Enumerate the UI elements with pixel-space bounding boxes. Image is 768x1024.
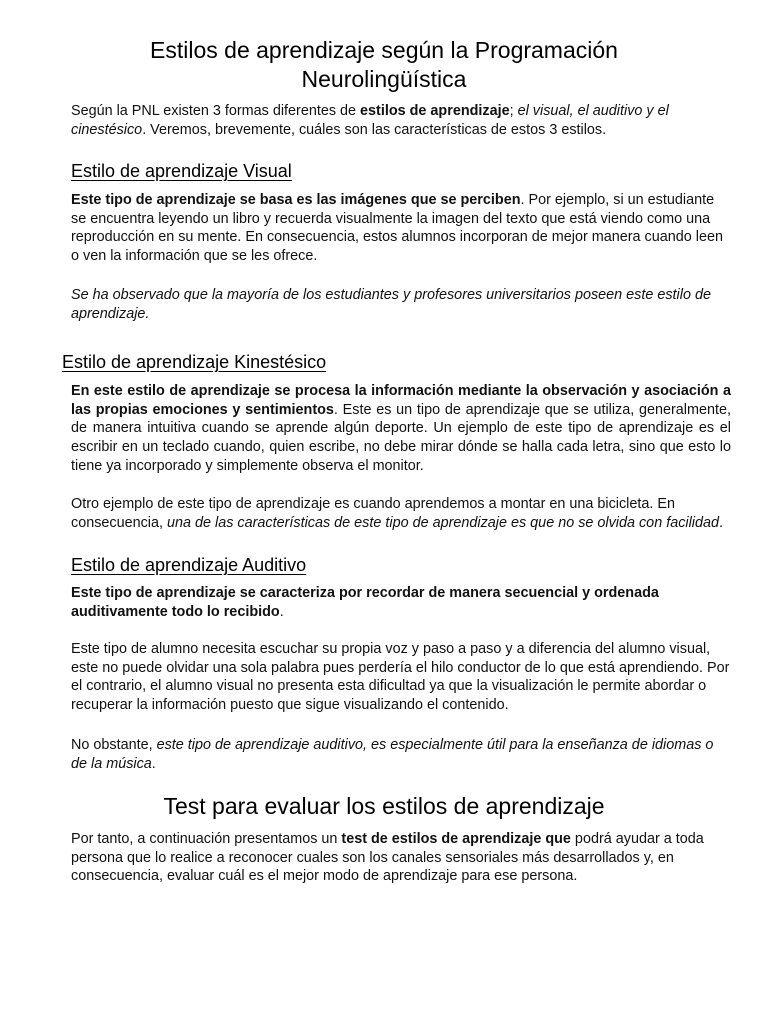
auditory-paragraph-1	[71, 584, 731, 621]
auditory-p3-text: No obstante,	[71, 737, 157, 753]
test-text-2: podrá ayudar a toda persona que lo realice a reconocer cuales son los canales sensoriales más desarrollados y, en consecuencia, evaluar cuál es el mejor modo de aprendizaje para ese persona.	[71, 831, 704, 885]
kinesthetic-paragraph-1	[71, 382, 731, 476]
intro-text-3: . Veremos, brevemente, cuáles son las características de estos 3 estilos.	[142, 121, 607, 138]
visual-italic: Se ha observado que la mayoría de los estudiantes y profesores universitarios poseen este estilo de aprendizaje.	[71, 287, 711, 322]
intro-bold-1: estilos de aprendizaje	[360, 103, 510, 119]
auditory-paragraph-2: Este tipo de alumno necesita escuchar su propia voz y paso a paso y a diferencia del alumno visual, este no puede olvidar una sola palabra pues perdería el hilo conductor de lo que está aprendiendo. Por el contrario, el alumno visual no presenta esta dificultad ya que la visualización le permite abordar o recuperar la información puesto que sigue visualizando el contenido.	[71, 641, 730, 714]
intro-text-2: ;	[509, 103, 518, 119]
auditory-bold: Este tipo de aprendizaje se caracteriza por recordar de manera secuencial y ordenada auditivamente todo lo recibido	[71, 585, 659, 620]
kinesthetic-text: . Este es un tipo de aprendizaje que se utiliza, generalmente, de manera intuitiva cuando se aprende algún deporte. Un ejemplo de este tipo de aprendizaje es el escribir en un teclado cuando, quien escribe, no debe mirar dónde se halla cada letra, sino que esto lo tiene ya incorporado y simplemente observa el monitor.	[71, 401, 731, 474]
kinesthetic-p2-end: .	[719, 514, 723, 531]
test-bold: test de estilos de aprendizaje que	[341, 831, 571, 847]
intro-italic-1: el visual, el auditivo y el cinestésico	[71, 103, 669, 138]
visual-heading: Estilo de aprendizaje Visual	[71, 161, 292, 181]
visual-text: . Por ejemplo, si un estudiante se encuentra leyendo un libro y recuerda visualmente la imagen del texto que está viendo como una reproducción en su mente. En consecuencia, estos alumnos incorporan de mejor manera cuando leen o ven la información que se les ofrece.	[71, 192, 723, 265]
visual-paragraph-2	[71, 286, 731, 323]
visual-bold: Este tipo de aprendizaje se basa es las imágenes que se perciben	[71, 192, 521, 208]
auditory-p1-end: .	[279, 603, 284, 620]
kinesthetic-p2-italic: una de las características de este tipo de aprendizaje es que no se olvida con facilidad	[167, 514, 719, 531]
kinesthetic-paragraph-2	[71, 495, 731, 532]
test-paragraph	[71, 830, 731, 886]
kinesthetic-p2-text: Otro ejemplo de este tipo de aprendizaje es cuando aprendemos a montar en una bicicleta. En consecuencia,	[71, 496, 675, 531]
document-title: Estilos de aprendizaje según la Programación Neurolingüística	[150, 37, 618, 92]
auditory-heading: Estilo de aprendizaje Auditivo	[71, 555, 307, 575]
auditory-p3-italic: este tipo de aprendizaje auditivo, es especialmente útil para la enseñanza de idiomas o de la música	[71, 737, 714, 772]
kinesthetic-bold: En este estilo de aprendizaje se procesa la información mediante la observación y asociación a las propias emociones y sentimientos	[71, 383, 731, 418]
kinesthetic-heading: Estilo de aprendizaje Kinestésico	[62, 352, 327, 372]
visual-paragraph-1	[71, 191, 731, 266]
test-text-1: Por tanto, a continuación presentamos un	[71, 831, 342, 847]
intro-paragraph	[71, 102, 731, 139]
auditory-paragraph-3	[71, 736, 731, 773]
test-heading: Test para evaluar los estilos de aprendizaje	[163, 793, 605, 819]
auditory-p3-end: .	[151, 755, 156, 772]
intro-text-1: Según la PNL existen 3 formas diferentes de	[71, 103, 361, 119]
